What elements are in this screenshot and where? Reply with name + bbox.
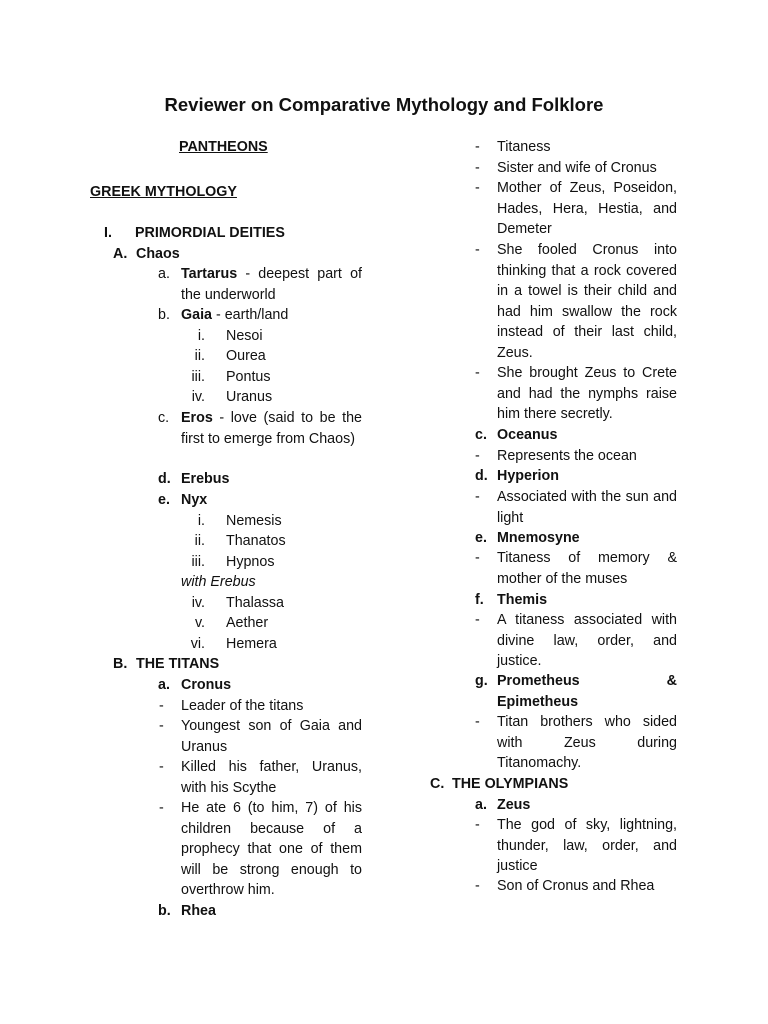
outline-letter: c. [158,410,170,426]
heading-erebus: Erebus [181,471,230,487]
list-item: Leader of the titans [181,698,304,714]
heading-the-titans: THE TITANS [136,656,220,672]
list-item: He ate 6 (to him, 7) of his children because of a prophecy that one of them will be strong enough to overthrow him. [181,800,362,899]
heading-primordial-deities: PRIMORDIAL DEITIES [135,225,285,241]
bullet-dash: - [475,160,480,176]
bullet-dash: - [475,550,480,566]
roman-numeral: iii. [191,369,205,385]
outline-letter: d. [475,468,488,484]
outline-letter: A. [113,246,128,262]
outline-letter: f. [475,592,484,608]
heading-themis: Themis [497,592,548,608]
outline-letter: b. [158,307,170,323]
bullet-dash: - [475,242,480,258]
list-item: Ourea [226,348,266,364]
bullet-dash: - [475,817,480,833]
list-item: The god of sky, lightning, thunder, law, order, and justice [497,817,677,875]
list-item: Thalassa [226,595,285,611]
list-item: Titan brothers who sided with Zeus during Titanomachy. [497,714,677,772]
heading-cronus: Cronus [181,677,232,693]
bullet-dash: - [475,612,480,628]
list-item: She fooled Cronus into thinking that a rock covered in a towel is their child and had him swallow the rock instead of their last child, Zeus. [497,242,677,361]
outline-letter: a. [158,677,170,693]
list-item: A titaness associated with divine law, order, and justice. [497,612,677,670]
bullet-dash: - [159,800,164,816]
entry-tartarus [181,264,362,305]
bullet-dash: - [475,139,480,155]
list-item: Killed his father, Uranus, with his Scythe [181,759,362,796]
deity-description: - love (said to be the first to emerge from Chaos) [181,410,362,447]
bullet-dash: - [475,878,480,894]
heading-nyx: Nyx [181,492,208,508]
list-item: Sister and wife of Cronus [497,160,657,176]
list-item: Mother of Zeus, Poseidon, Hades, Hera, Hestia, and Demeter [497,180,677,238]
deity-name: Gaia [181,307,212,323]
list-item: Titaness [497,139,551,155]
list-item: Hemera [226,636,277,652]
outline-letter: e. [475,530,487,546]
heading-hyperion: Hyperion [497,468,559,484]
note-with-erebus: with Erebus [181,574,256,590]
roman-numeral: iii. [191,554,205,570]
entry-gaia [181,305,288,326]
bullet-dash: - [475,714,480,730]
list-item: Pontus [226,369,271,385]
heading-oceanus: Oceanus [497,427,558,443]
list-item: She brought Zeus to Crete and had the nymphs raise him there secretly. [497,365,677,423]
bullet-dash: - [159,718,164,734]
heading-rhea: Rhea [181,903,216,919]
deity-name: Eros [181,410,213,426]
outline-letter: C. [430,776,445,792]
bullet-dash: - [159,698,164,714]
roman-numeral: ii. [194,533,205,549]
bullet-dash: - [475,448,480,464]
roman-numeral: ii. [194,348,205,364]
heading-zeus: Zeus [497,797,531,813]
outline-letter: g. [475,673,488,689]
bullet-dash: - [475,489,480,505]
list-item: Nesoi [226,328,263,344]
bullet-dash: - [475,365,480,381]
heading-epimetheus: Epimetheus [497,694,579,710]
roman-numeral: iv. [191,389,205,405]
heading-the-olympians: THE OLYMPIANS [452,776,569,792]
list-item: Aether [226,615,269,631]
deity-name: Tartarus [181,266,238,282]
outline-letter: e. [158,492,170,508]
deity-description: - deepest part of the underworld [181,266,362,303]
heading-mnemosyne: Mnemosyne [497,530,580,546]
list-item: Nemesis [226,513,282,529]
roman-numeral: iv. [191,595,205,611]
list-item: Represents the ocean [497,448,637,464]
list-item: Son of Cronus and Rhea [497,878,655,894]
deity-description: - earth/land [212,307,289,323]
roman-numeral: v. [194,615,205,631]
list-item: Associated with the sun and light [497,489,677,526]
bullet-dash: - [475,180,480,196]
roman-numeral: i. [197,513,205,529]
document-title: Reviewer on Comparative Mythology and Folklore [164,94,604,115]
roman-numeral: i. [197,328,205,344]
outline-letter: d. [158,471,171,487]
heading-chaos: Chaos [136,246,180,262]
list-item: Titaness of memory & mother of the muses [497,550,677,587]
outline-letter: B. [113,656,128,672]
list-item: Uranus [226,389,273,405]
roman-numeral: vi. [190,636,205,652]
outline-letter: a. [158,266,170,282]
bullet-dash: - [159,759,164,775]
outline-letter: b. [158,903,171,919]
list-item: Thanatos [226,533,286,549]
list-item: Hypnos [226,554,275,570]
entry-eros [181,408,362,449]
outline-letter: a. [475,797,487,813]
section-heading-greek-mythology: GREEK MYTHOLOGY [90,184,237,200]
roman-numeral: I. [104,225,112,241]
heading-prometheus: Prometheus & [497,673,677,689]
outline-letter: c. [475,427,487,443]
section-heading-pantheons: PANTHEONS [179,139,268,155]
list-item: Youngest son of Gaia and Uranus [181,718,362,755]
